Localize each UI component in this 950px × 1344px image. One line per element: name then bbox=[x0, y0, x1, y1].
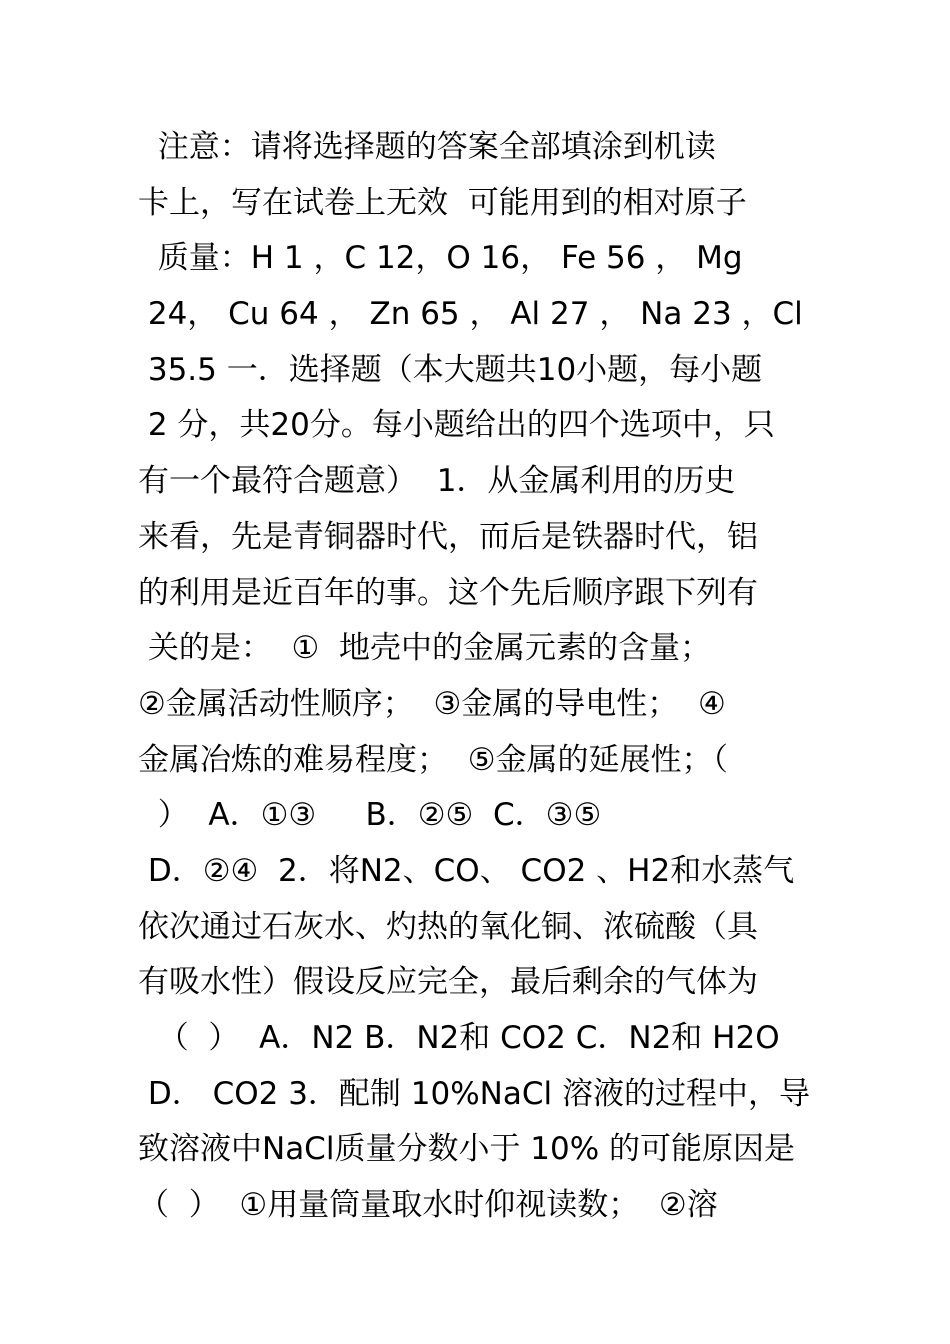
text-line: ②金属活动性顺序； ③金属的导电性； ④ bbox=[138, 685, 726, 722]
text-line: 依次通过石灰水、灼热的氧化铜、浓硫酸（具 bbox=[138, 908, 758, 945]
text-line: 卡上，写在试卷上无效 可能用到的相对原子 bbox=[138, 184, 747, 221]
text-line: ） A．①③ B．②⑤ C．③⑤ bbox=[138, 797, 602, 834]
text-line: 质量：H 1 ，C 12，O 16， Fe 56 ， Mg bbox=[138, 240, 743, 277]
text-line: 的利用是近百年的事。这个先后顺序跟下列有 bbox=[138, 574, 758, 611]
text-line: 注意：请将选择题的答案全部填涂到机读 bbox=[138, 129, 716, 165]
text-line: 35.5 一．选择题（本大题共10小题，每小题 bbox=[138, 351, 763, 388]
text-line: （ ） ①用量筒量取水时仰视读数； ②溶 bbox=[138, 1187, 718, 1224]
text-line: （ ） A．N2 B．N2和 CO2 C．N2和 H2O bbox=[138, 1020, 780, 1056]
text-line: D． CO2 3．配制 10%NaCl 溶液的过程中，导 bbox=[138, 1075, 810, 1112]
text-line: 金属冶炼的难易程度； ⑤金属的延展性；（ bbox=[138, 741, 728, 778]
text-line: 关的是： ① 地壳中的金属元素的含量； bbox=[138, 630, 712, 667]
text-line: 24， Cu 64 ， Zn 65 ， Al 27 ， Na 23 ，Cl bbox=[138, 296, 803, 333]
text-line: 有一个最符合题意） 1．从金属利用的历史 bbox=[138, 463, 736, 500]
text-line: 致溶液中NaCl质量分数小于 10% 的可能原因是 bbox=[138, 1131, 796, 1168]
text-line: 来看，先是青铜器时代，而后是铁器时代，铝 bbox=[138, 518, 758, 555]
text-line: 2 分，共20分。每小题给出的四个选项中，只 bbox=[138, 407, 775, 444]
document-body bbox=[138, 120, 818, 1234]
text-line: D．②④ 2．将N2、CO、 CO2 、H2和水蒸气 bbox=[138, 852, 795, 889]
text-line: 有吸水性）假设反应完全，最后剩余的气体为 bbox=[138, 964, 758, 1001]
